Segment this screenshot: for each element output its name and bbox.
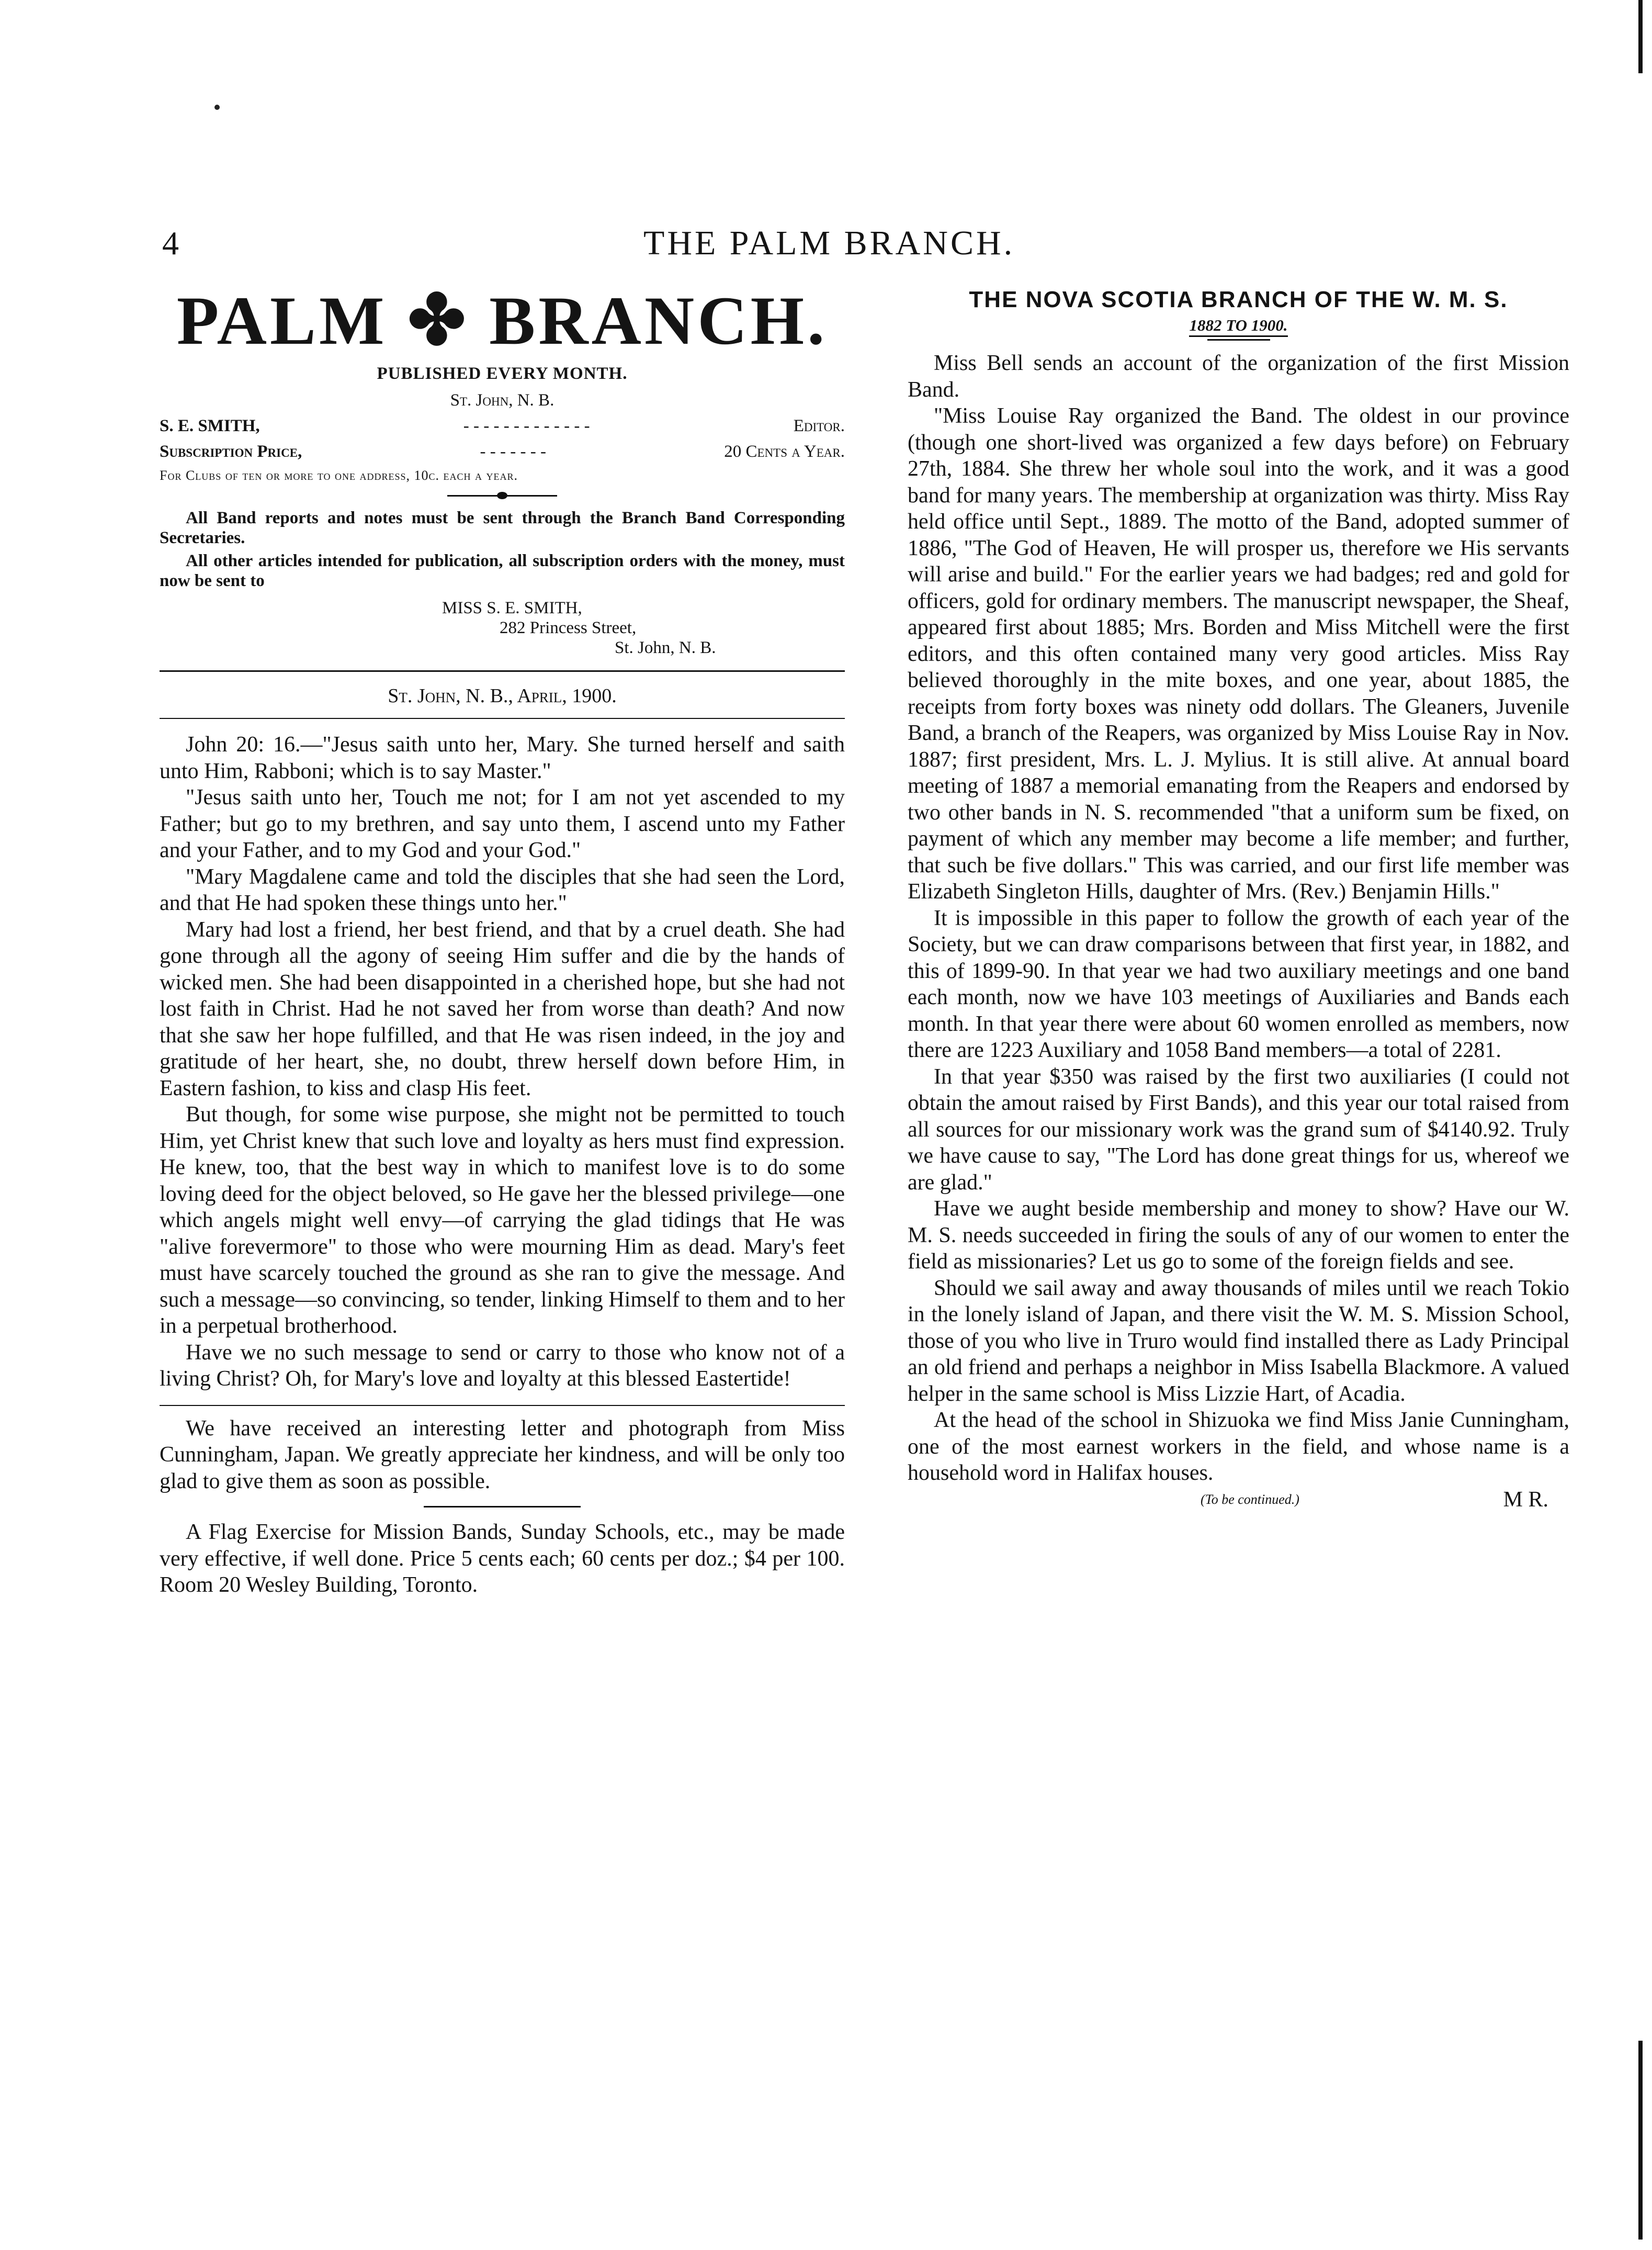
divider-rule xyxy=(160,670,845,672)
article-paragraph: Miss Bell sends an account of the organization of the first Mission Band. xyxy=(908,351,1569,402)
cunningham-note: We have received an interesting letter and photograph from Miss Cunningham, Japan. We greatly appreciate her kindness, and will be only too glad to give them as soon as possible. xyxy=(160,1416,845,1493)
editor-role: Editor. xyxy=(793,417,845,435)
divider-rule xyxy=(160,1405,845,1406)
dateline: St. John, N. B., April, 1900. xyxy=(388,685,617,707)
article-paragraph: "Miss Louise Ray organized the Band. The oldest in our province (though one short-lived was organized a few days before) on February 27th, 1884. She threw her whole soul into the work, and it was a good band for many years. The membership at organization was thirty. Miss Ray held office until Sept., 1889. The motto of the Band, adopted summer of 1886, "The God of Heaven, He will prosper us, therefore we His servants will arise and build." For the earlier years we had badges; red and gold for officers, gold for ordinary members. The manuscript newspaper, the Sheaf, appeared first about 1885; Mrs. Borden and Miss Mitchell were the first editors, and this often contained many very good articles. Miss Ray believed thoroughly in the mite boxes, and one year, about 1885, the receipts from forty boxes was ninety odd dollars. The Gleaners, Juvenile Band, a branch of the Reapers, was organized by Miss Louise Ray in Nov. 1887; first president, Mrs. L. J. Mylius. It is still alive. At annual board meeting of 1887 a memorial emanating from the Reapers and endorsed by two other bands in N. S. recommended "that a uniform sum be fixed, on payment of which any member may become a life member; and further, that such be five dollars." This was carried, and our first life member was Elizabeth Singleton Hills, daughter of Mrs. (Rev.) Benjamin Hills." xyxy=(908,404,1569,904)
club-rate: For Clubs of ten or more to one address, 10c. each a year. xyxy=(160,468,518,483)
article-paragraph: "Jesus saith unto her, Touch me not; for I am not yet ascended to my Father; but go to my brethren, and say unto them, I ascend unto my Father and your Father, and to my God and your God." xyxy=(160,785,845,862)
article-paragraph: It is impossible in this paper to follow the growth of each year of the Society, but we can draw comparisons between that first year, in 1882, and this of 1899-90. In that year we had two auxiliary meetings and one band each month, now we have 103 meetings of Auxiliaries and Bands each month. In that year there were about 60 women enrolled as members, now there are 1223 Auxiliary and 1058 Band members—a total of 2281. xyxy=(908,906,1569,1062)
address-street: 282 Princess Street, xyxy=(500,618,637,637)
ornamental-rule xyxy=(447,495,557,497)
article-paragraph: But though, for some wise purpose, she might not be permitted to touch Him, yet Christ knew that such love and loyalty as hers must find expression. He knew, too, that the best way in which to manifest love is to do some loving deed for the object beloved, so He gave her the blessed privilege—one which angels might well envy—of carrying the glad tidings that He was "alive forevermore" to those who were mourning Him as dead. Mary's feet must have scarcely touched the ground as she ran to give the message. And such a message—so convincing, so tender, linking Himself to them and to her in a perpetual brotherhood. xyxy=(160,1102,845,1338)
article-paragraph: Should we sail away and away thousands of miles until we reach Tokio in the lonely island of Japan, and there visit the W. M. S. Mission School, those of you who live in Truro would find installed there as Lady Principal an old friend and perhaps a neighbor in Miss Isabella Blackmore. A valued helper in the same school is Miss Lizzie Hart, of Acadia. xyxy=(908,1276,1569,1406)
editor-leader-dots: - - - - - - - - - - - - - xyxy=(463,417,590,435)
price-leader-dots: - - - - - - - xyxy=(480,442,546,461)
article-paragraph: In that year $350 was raised by the first two auxiliaries (I could not obtain the amout raised by First Bands), and this year our total raised from all sources for our missionary work was the grand sum of $4140.92. Truly we have cause to say, "The Lord has done great things for us, whereof we are glad." xyxy=(908,1064,1569,1195)
article-paragraph: Have we no such message to send or carry to those who know not of a living Christ? Oh, for Mary's love and loyalty at this blessed Eastertide! xyxy=(160,1340,845,1391)
editor-row xyxy=(160,417,845,436)
years-rule xyxy=(1207,339,1270,341)
notice-band-reports: All Band reports and notes must be sent through the Branch Band Corresponding Secretaries. xyxy=(160,509,845,547)
publication-place: St. John, N. B. xyxy=(450,391,555,410)
publication-frequency: PUBLISHED EVERY MONTH. xyxy=(377,364,628,383)
article-paragraph: At the head of the school in Shizuoka we find Miss Janie Cunningham, one of the most earnest workers in the field, and whose name is a household word in Halifax houses. xyxy=(908,1408,1569,1485)
price-label: Subscription Price, xyxy=(160,442,302,461)
right-column xyxy=(908,285,1569,1512)
ink-speck xyxy=(214,105,220,110)
article-paragraph: Mary had lost a friend, her best friend, and that by a cruel death. She had gone through all the agony of seeing Him suffer and die by the hands of wicked men. She had been disappointed in a cherished hope, but she had not lost faith in Christ. Had he not saved her from worse than death? And now that she saw her hope fulfilled, and that He was risen indeed, in the joy and gratitude of her heart, she, no doubt, threw herself down before Him, in Eastern fashion, to kiss and clasp His feet. xyxy=(160,917,845,1100)
address-name: MISS S. E. SMITH, xyxy=(442,599,582,617)
price-value: 20 Cents a Year. xyxy=(724,442,845,461)
editor-name: S. E. SMITH, xyxy=(160,417,260,435)
article-years-text: 1882 TO 1900. xyxy=(1189,316,1287,337)
flag-exercise-notice: A Flag Exercise for Mission Bands, Sunday Schools, etc., may be made very effective, if well done. Price 5 cents each; 60 cents per doz.; $4 per 100. Room 20 Wesley Building, Toronto. xyxy=(160,1520,845,1597)
address-city: St. John, N. B. xyxy=(615,638,716,657)
continued-note: (To be continued.) xyxy=(1201,1491,1299,1507)
notice-submissions: All other articles intended for publication, all subscription orders with the money, must now be sent to xyxy=(160,552,845,590)
article-paragraph: "Mary Magdalene came and told the disciples that she had seen the Lord, and that He had spoken these things unto her." xyxy=(160,864,845,915)
article-paragraph: John 20: 16.—"Jesus saith unto her, Mary. She turned herself and saith unto Him, Rabboni; which is to say Master." xyxy=(160,733,845,783)
price-row xyxy=(160,442,845,462)
article-years xyxy=(908,316,1569,335)
article-title: THE NOVA SCOTIA BRANCH OF THE W. M. S. xyxy=(969,287,1508,312)
author-signature: M R. xyxy=(1503,1487,1548,1512)
short-rule xyxy=(424,1506,581,1508)
scan-edge-mark-bottom xyxy=(1638,2041,1643,2240)
editor-address xyxy=(442,598,845,658)
article-paragraph: Have we aught beside membership and money to show? Have our W. M. S. needs succeeded in firing the souls of any of our women to enter the field as missionaries? Let us go to some of the foreign fields and see. xyxy=(908,1197,1569,1274)
left-column xyxy=(160,282,845,1599)
page-number: 4 xyxy=(162,224,179,262)
masthead-title: PALM ✤ BRANCH. xyxy=(176,282,828,359)
running-head xyxy=(0,217,1652,269)
scan-edge-mark-top xyxy=(1638,0,1643,73)
running-title: THE PALM BRANCH. xyxy=(643,224,1015,262)
